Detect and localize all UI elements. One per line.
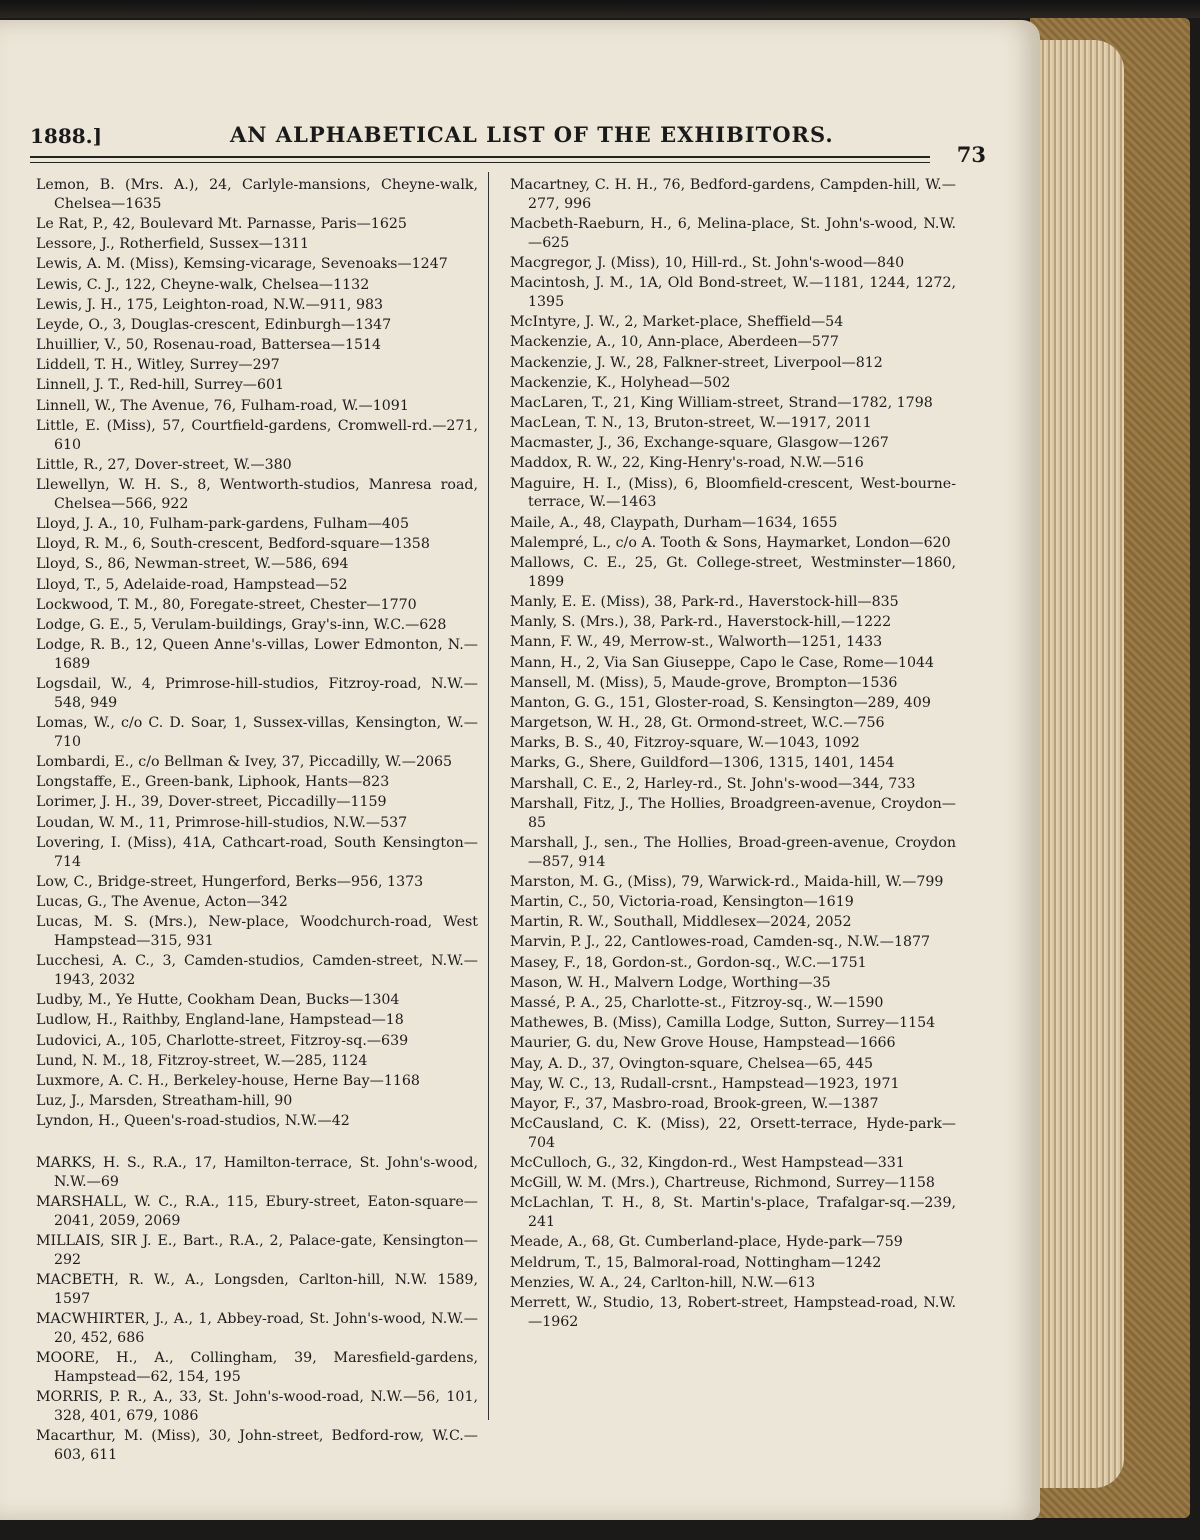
exhibitor-entry: Luz, J., Marsden, Streatham-hill, 90 [36, 1093, 293, 1110]
exhibitor-entry: Loudan, W. M., 11, Primrose-hill-studios, N.W.—537 [36, 814, 408, 831]
exhibitor-entry: Mallows, C. E., 25, Gt. College-street, Westminster—1860, 1899 [510, 555, 956, 590]
exhibitor-entry: Marvin, P. J., 22, Cantlowes-road, Camden-sq., N.W.—1877 [510, 934, 931, 951]
exhibitor-entry: Ludlow, H., Raithby, England-lane, Hampstead—18 [36, 1012, 404, 1029]
exhibitor-entry: McLachlan, T. H., 8, St. Martin's-place, Trafalgar-sq.—239, 241 [510, 1195, 956, 1231]
exhibitor-entry: Lovering, I. (Miss), 41A, Cathcart-road, South Kensington—714 [36, 834, 478, 870]
exhibitor-entry: Lessore, J., Rotherfield, Sussex—1311 [36, 236, 310, 253]
exhibitor-entry: Lewis, C. J., 122, Cheyne-walk, Chelsea—1132 [36, 276, 370, 293]
exhibitor-entry: Marks, B. S., 40, Fitzroy-square, W.—1043, 1092 [510, 735, 860, 752]
exhibitor-entry: Lockwood, T. M., 80, Foregate-street, Chester—1770 [36, 596, 417, 613]
exhibitor-entry: Manly, S. (Mrs.), 38, Park-rd., Haverstock-hill,—1222 [510, 614, 892, 631]
header-year: 1888.] [30, 124, 103, 148]
exhibitor-entry: Lyndon, H., Queen's-road-studios, N.W.—42 [36, 1113, 350, 1130]
exhibitor-entry: Malempré, L., c/o A. Tooth & Sons, Haymarket, London—620 [510, 534, 951, 551]
book-cover-top [0, 0, 1200, 18]
exhibitor-entry: MILLAIS, SIR J. E., Bart., R.A., 2, Palace-gate, Kensington—292 [36, 1233, 478, 1269]
column-divider [488, 172, 489, 1420]
exhibitor-entry: MOORE, H., A., Collingham, 39, Maresfield-gardens, Hampstead—62, 154, 195 [36, 1350, 478, 1386]
exhibitor-entry: Logsdail, W., 4, Primrose-hill-studios, Fitzroy-road, N.W.—548, 949 [36, 676, 478, 711]
exhibitor-entry: Mackenzie, A., 10, Ann-place, Aberdeen—577 [510, 334, 839, 351]
header-title: AN ALPHABETICAL LIST OF THE EXHIBITORS. [230, 122, 834, 147]
exhibitor-entry: Mathewes, B. (Miss), Camilla Lodge, Sutton, Surrey—1154 [510, 1015, 936, 1032]
left-column [36, 176, 478, 1466]
exhibitor-entry: May, W. C., 13, Rudall-crsnt., Hampstead—1923, 1971 [510, 1075, 900, 1092]
exhibitor-entry: Menzies, W. A., 24, Carlton-hill, N.W.—613 [510, 1274, 816, 1291]
exhibitor-entry: MARKS, H. S., R.A., 17, Hamilton-terrace, St. John's-wood, N.W.—69 [36, 1155, 478, 1191]
exhibitor-entry: May, A. D., 37, Ovington-square, Chelsea—65, 445 [510, 1055, 874, 1072]
exhibitor-entry: Macintosh, J. M., 1A, Old Bond-street, W.—1181, 1244, 1272, 1395 [510, 275, 956, 310]
exhibitor-entry: Mann, F. W., 49, Merrow-st., Walworth—1251, 1433 [510, 634, 883, 651]
exhibitor-entry: Margetson, W. H., 28, Gt. Ormond-street, W.C.—756 [510, 715, 885, 732]
exhibitor-entry: Mansell, M. (Miss), 5, Maude-grove, Brompton—1536 [510, 674, 898, 691]
section-gap [36, 1132, 478, 1154]
exhibitor-entry: Macmaster, J., 36, Exchange-square, Glasgow—1267 [510, 435, 889, 452]
exhibitor-entry: Le Rat, P., 42, Boulevard Mt. Parnasse, Paris—1625 [36, 215, 407, 232]
exhibitor-entry: Low, C., Bridge-street, Hungerford, Berks—956, 1373 [36, 873, 424, 890]
exhibitor-entry: Lhuillier, V., 50, Rosenau-road, Battersea—1514 [36, 337, 382, 354]
exhibitor-entry: Marshall, J., sen., The Hollies, Broad-green-avenue, Croydon—857, 914 [510, 834, 956, 870]
exhibitor-entry: Lombardi, E., c/o Bellman & Ivey, 37, Piccadilly, W.—2065 [36, 754, 453, 771]
exhibitor-entry: Masey, F., 18, Gordon-st., Gordon-sq., W.C.—1751 [510, 954, 867, 971]
exhibitor-entry: Lemon, B. (Mrs. A.), 24, Carlyle-mansions, Cheyne-walk, Chelsea—1635 [36, 177, 478, 212]
exhibitor-entry: Manly, E. E. (Miss), 38, Park-rd., Haverstock-hill—835 [510, 593, 899, 610]
exhibitor-entry: Lund, N. M., 18, Fitzroy-street, W.—285, 1124 [36, 1052, 368, 1069]
exhibitor-entry: Ludovici, A., 105, Charlotte-street, Fitzroy-sq.—639 [36, 1032, 409, 1049]
exhibitor-entry: MACBETH, R. W., A., Longsden, Carlton-hill, N.W. 1589, 1597 [36, 1272, 478, 1308]
exhibitor-entry: Lloyd, T., 5, Adelaide-road, Hampstead—52 [36, 576, 348, 593]
exhibitor-entry: Mackenzie, K., Holyhead—502 [510, 374, 731, 391]
exhibitor-entry: Marks, G., Shere, Guildford—1306, 1315, 1401, 1454 [510, 755, 895, 772]
exhibitor-entry: MACWHIRTER, J., A., 1, Abbey-road, St. John's-wood, N.W.—20, 452, 686 [36, 1311, 478, 1347]
exhibitor-entry: MacLaren, T., 21, King William-street, Strand—1782, 1798 [510, 394, 933, 411]
exhibitor-entry: Ludby, M., Ye Hutte, Cookham Dean, Bucks—1304 [36, 992, 400, 1009]
exhibitor-entry: Macgregor, J. (Miss), 10, Hill-rd., St. John's-wood—840 [510, 254, 905, 271]
exhibitor-entry: Leyde, O., 3, Douglas-crescent, Edinburgh—1347 [36, 316, 392, 333]
exhibitor-entry: Maddox, R. W., 22, King-Henry's-road, N.W.—516 [510, 455, 864, 472]
exhibitor-entry: Little, R., 27, Dover-street, W.—380 [36, 456, 292, 473]
page-header [30, 100, 990, 167]
exhibitor-entry: Lodge, R. B., 12, Queen Anne's-villas, Lower Edmonton, N.—1689 [36, 637, 478, 672]
exhibitor-entry: Macartney, C. H. H., 76, Bedford-gardens, Campden-hill, W.—277, 996 [510, 177, 956, 212]
exhibitor-entry: Lloyd, S., 86, Newman-street, W.—586, 694 [36, 556, 349, 573]
exhibitor-entry: Mackenzie, J. W., 28, Falkner-street, Liverpool—812 [510, 354, 883, 371]
exhibitor-entry: Mason, W. H., Malvern Lodge, Worthing—35 [510, 974, 831, 991]
exhibitor-entry: Llewellyn, W. H. S., 8, Wentworth-studios, Manresa road, Chelsea—566, 922 [36, 477, 478, 512]
exhibitor-entry: Longstaffe, E., Green-bank, Liphook, Hants—823 [36, 774, 390, 791]
exhibitor-entry: Martin, C., 50, Victoria-road, Kensington—1619 [510, 894, 854, 911]
exhibitor-entry: Lucchesi, A. C., 3, Camden-studios, Camden-street, N.W.—1943, 2032 [36, 953, 478, 988]
exhibitor-entry: McCulloch, G., 32, Kingdon-rd., West Hampstead—331 [510, 1155, 905, 1172]
exhibitor-entry: MacLean, T. N., 13, Bruton-street, W.—1917, 2011 [510, 415, 872, 432]
exhibitor-entry: Lorimer, J. H., 39, Dover-street, Piccadilly—1159 [36, 794, 387, 811]
exhibitor-entry: Meade, A., 68, Gt. Cumberland-place, Hyde-park—759 [510, 1234, 903, 1251]
exhibitor-entry: Lloyd, J. A., 10, Fulham-park-gardens, Fulham—405 [36, 516, 409, 533]
exhibitor-entry: MARSHALL, W. C., R.A., 115, Ebury-street, Eaton-square—2041, 2059, 2069 [36, 1194, 478, 1230]
header-rule-thick [30, 156, 930, 158]
exhibitor-entry: Martin, R. W., Southall, Middlesex—2024, 2052 [510, 914, 852, 931]
exhibitor-entry: Lloyd, R. M., 6, South-crescent, Bedford-square—1358 [36, 536, 430, 553]
exhibitor-entry: Liddell, T. H., Witley, Surrey—297 [36, 357, 280, 374]
exhibitor-entry: Luxmore, A. C. H., Berkeley-house, Herne Bay—1168 [36, 1072, 420, 1089]
header-rule-thin [30, 162, 930, 163]
exhibitor-entry: Marshall, C. E., 2, Harley-rd., St. John's-wood—344, 733 [510, 775, 916, 792]
exhibitor-entry: Lodge, G. E., 5, Verulam-buildings, Gray's-inn, W.C.—628 [36, 616, 447, 633]
page-edges [1034, 40, 1124, 1488]
exhibitor-entry: Lucas, G., The Avenue, Acton—342 [36, 894, 288, 911]
exhibitor-entry: Linnell, J. T., Red-hill, Surrey—601 [36, 377, 285, 394]
right-column [510, 176, 956, 1333]
exhibitor-entry: Lucas, M. S. (Mrs.), New-place, Woodchurch-road, West Hampstead—315, 931 [36, 914, 478, 949]
exhibitor-entry: McIntyre, J. W., 2, Market-place, Sheffield—54 [510, 314, 844, 331]
exhibitor-entry: Macbeth-Raeburn, H., 6, Melina-place, St. John's-wood, N.W.—625 [510, 215, 956, 251]
exhibitor-entry: McCausland, C. K. (Miss), 22, Orsett-terrace, Hyde-park—704 [510, 1116, 956, 1151]
exhibitor-entry: Maguire, H. I., (Miss), 6, Bloomfield-crescent, West-bourne-terrace, W.—1463 [510, 475, 956, 511]
exhibitor-entry: Marshall, Fitz, J., The Hollies, Broadgreen-avenue, Croydon—85 [510, 795, 956, 831]
exhibitor-entry: Meldrum, T., 15, Balmoral-road, Nottingham—1242 [510, 1254, 882, 1271]
page-number: 73 [956, 142, 986, 167]
left-entries-general [36, 176, 478, 1131]
exhibitor-entry: Marston, M. G., (Miss), 79, Warwick-rd., Maida-hill, W.—799 [510, 873, 944, 890]
exhibitor-entry: Maurier, G. du, New Grove House, Hampstead—1666 [510, 1035, 896, 1052]
exhibitor-entry: Mayor, F., 37, Masbro-road, Brook-green, W.—1387 [510, 1095, 879, 1112]
left-entries-academicians [36, 1154, 478, 1464]
exhibitor-entry: Linnell, W., The Avenue, 76, Fulham-road, W.—1091 [36, 397, 409, 414]
exhibitor-entry: MORRIS, P. R., A., 33, St. John's-wood-road, N.W.—56, 101, 328, 401, 679, 1086 [36, 1389, 478, 1425]
exhibitor-entry: Macarthur, M. (Miss), 30, John-street, Bedford-row, W.C.—603, 611 [36, 1428, 478, 1464]
exhibitor-entry: Mann, H., 2, Via San Giuseppe, Capo le Case, Rome—1044 [510, 654, 935, 671]
right-entries [510, 176, 956, 1332]
exhibitor-entry: Lewis, A. M. (Miss), Kemsing-vicarage, Sevenoaks—1247 [36, 256, 448, 273]
exhibitor-entry: Merrett, W., Studio, 13, Robert-street, Hampstead-road, N.W.—1962 [510, 1294, 956, 1330]
exhibitor-entry: Lomas, W., c/o C. D. Soar, 1, Sussex-villas, Kensington, W.—710 [36, 715, 478, 750]
exhibitor-entry: McGill, W. M. (Mrs.), Chartreuse, Richmond, Surrey—1158 [510, 1175, 935, 1192]
exhibitor-entry: Lewis, J. H., 175, Leighton-road, N.W.—911, 983 [36, 296, 384, 313]
exhibitor-entry: Manton, G. G., 151, Gloster-road, S. Kensington—289, 409 [510, 694, 931, 711]
exhibitor-entry: Little, E. (Miss), 57, Courtfield-gardens, Cromwell-rd.—271, 610 [36, 417, 478, 453]
exhibitor-entry: Maile, A., 48, Claypath, Durham—1634, 1655 [510, 514, 838, 531]
exhibitor-entry: Massé, P. A., 25, Charlotte-st., Fitzroy-sq., W.—1590 [510, 994, 884, 1011]
